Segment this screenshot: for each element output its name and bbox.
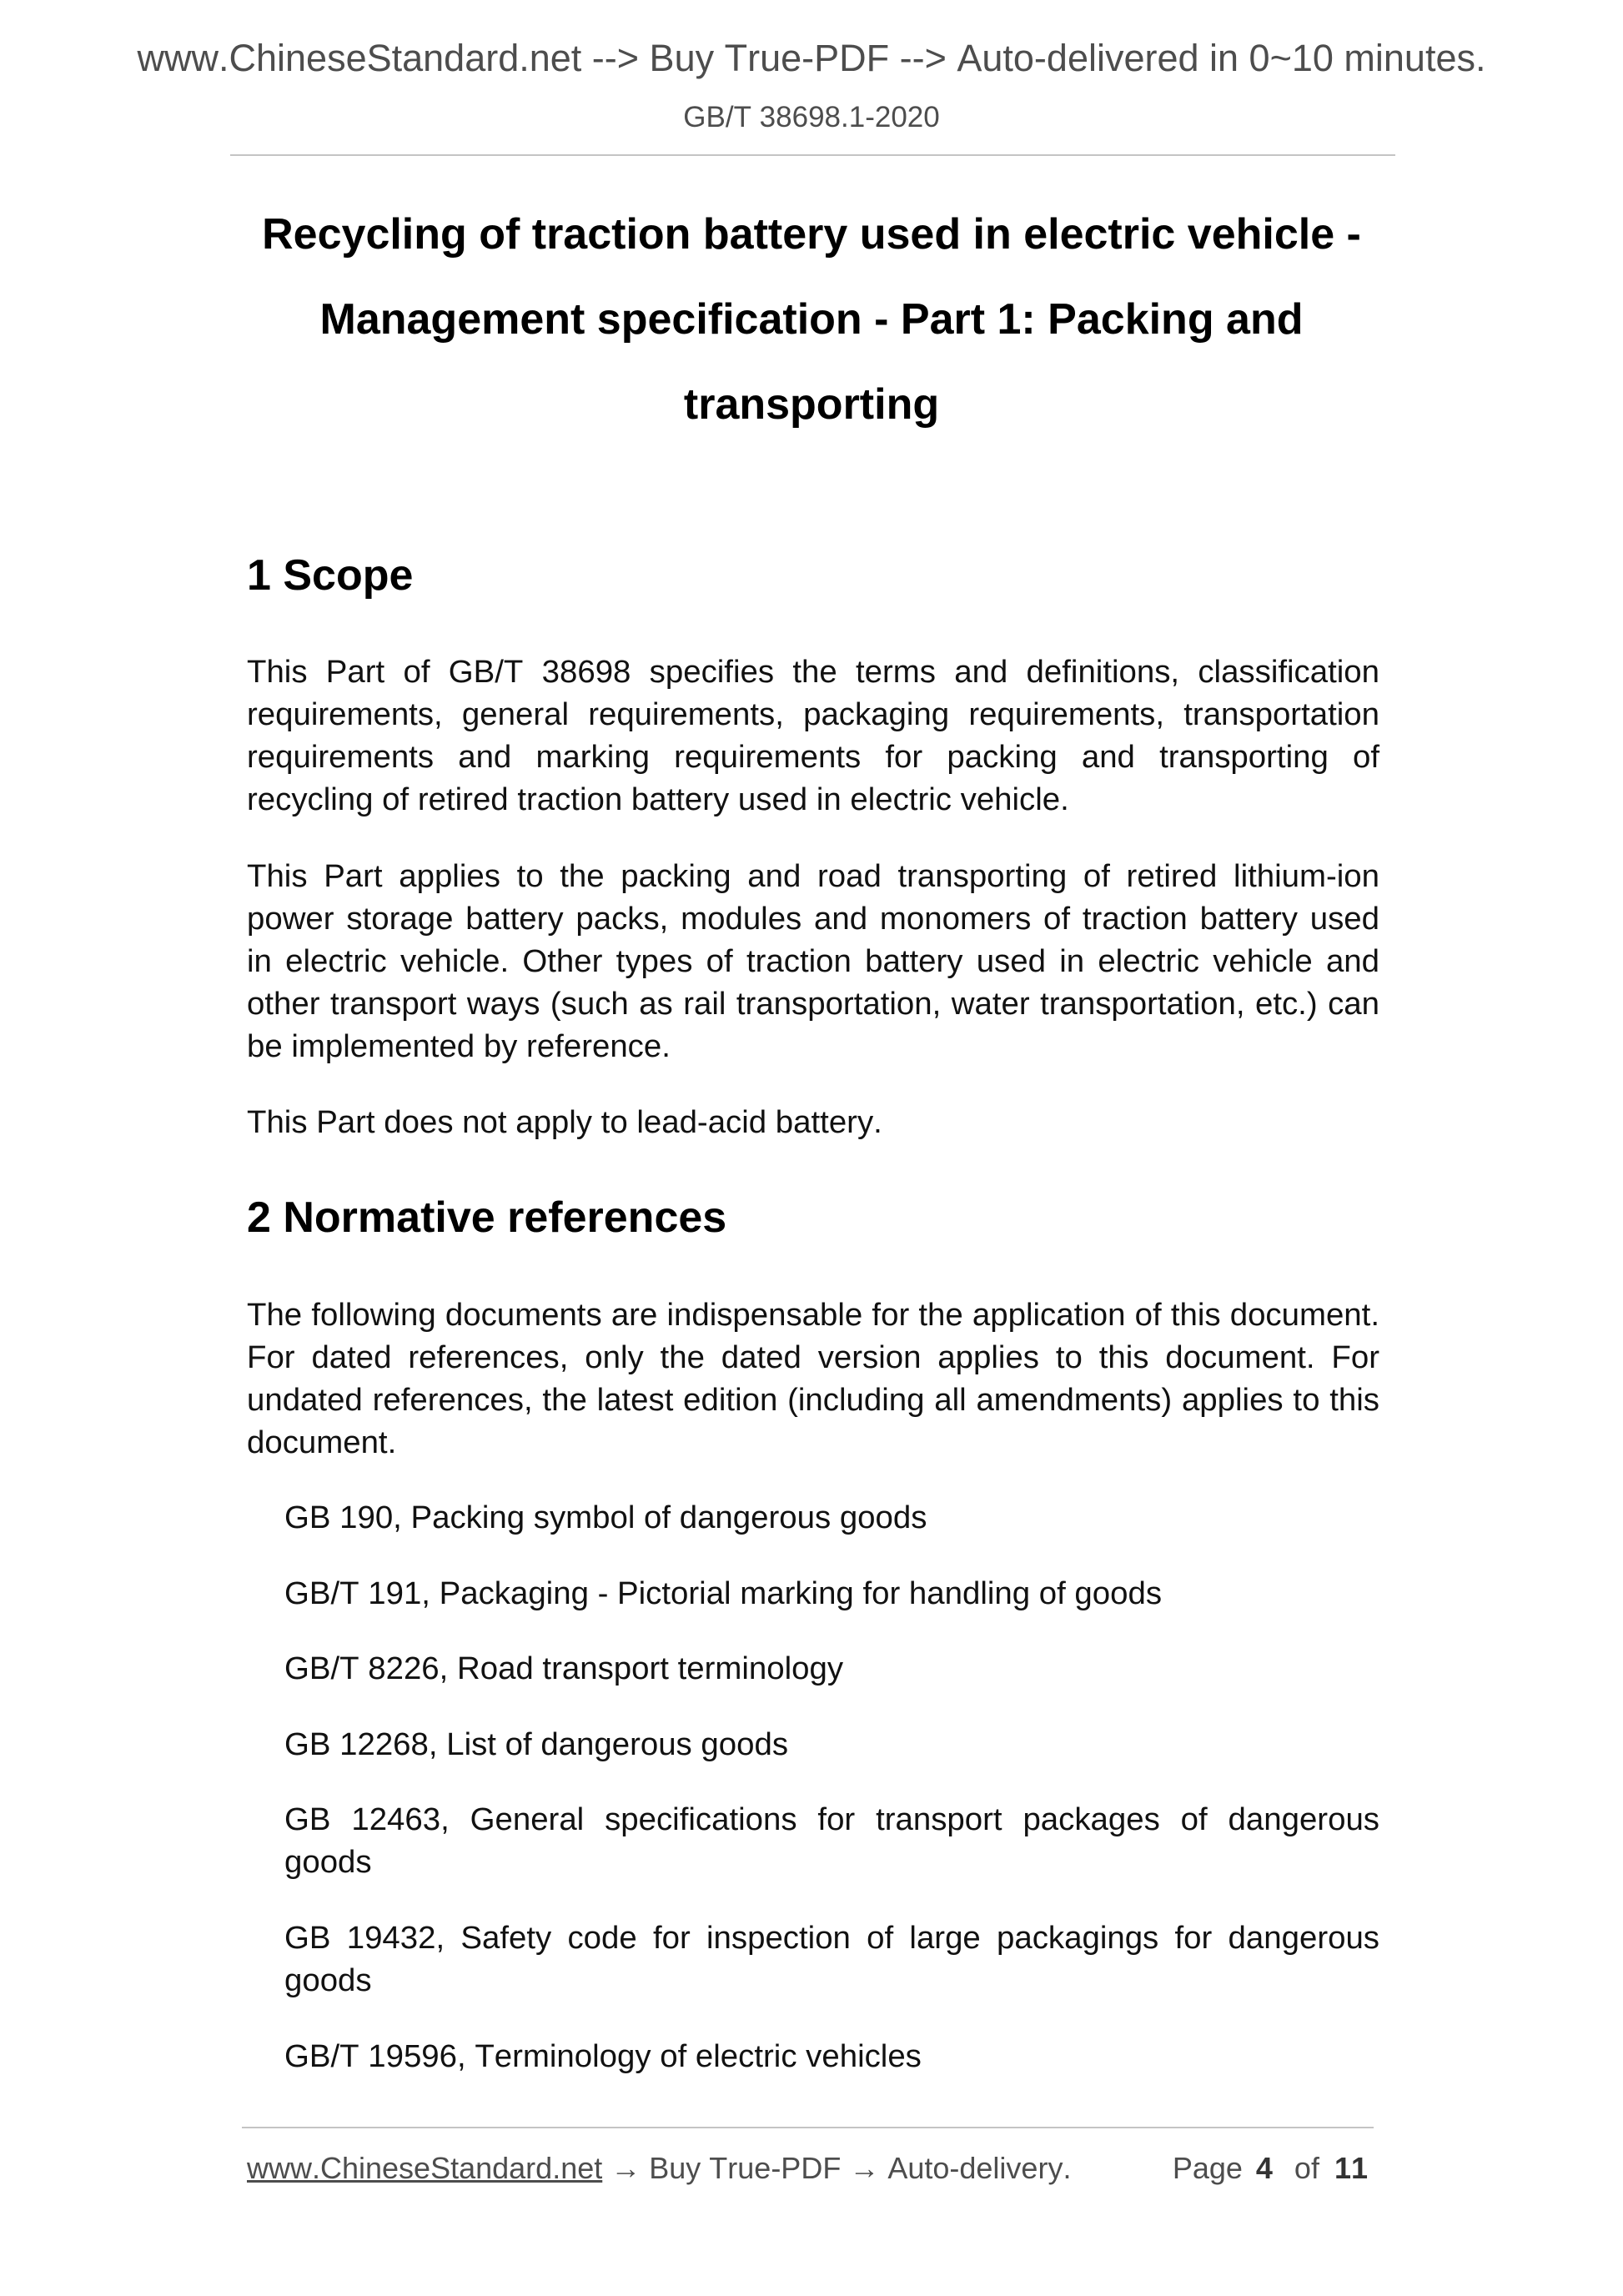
paragraph-line: be implemented by reference. — [247, 1028, 671, 1064]
paragraph-line: This Part applies to the packing and road transporting of retired lithium-ion — [247, 858, 1379, 894]
paragraph-line: requirements and marking requirements for packing and transporting of — [247, 739, 1379, 775]
reference-line: GB 12268, List of dangerous goods — [284, 1726, 789, 1762]
standard-number: GB/T 38698.1-2020 — [683, 101, 940, 133]
paragraph-line: undated references, the latest edition (including all amendments) applies to this — [247, 1382, 1379, 1418]
reference-line: goods — [284, 1844, 372, 1881]
paragraph-line: For dated references, only the dated version applies to this document. For — [247, 1339, 1379, 1375]
paragraph-line: This Part does not apply to lead-acid battery. — [247, 1104, 882, 1140]
paragraph-line: recycling of retired traction battery used in electric vehicle. — [247, 781, 1069, 817]
reference-item — [284, 1723, 1379, 1766]
reference-line: GB 190, Packing symbol of dangerous goods — [284, 1500, 927, 1535]
footer-promo — [247, 2150, 1071, 2187]
footer-delivery-text: Auto-delivery. — [887, 2151, 1072, 2185]
reference-line: GB/T 8226, Road transport terminology — [284, 1650, 844, 1687]
reference-line: goods — [284, 1962, 372, 1998]
section-heading-scope: 1 Scope — [247, 551, 414, 600]
reference-item — [284, 1917, 1379, 2002]
header-divider — [230, 154, 1395, 156]
reference-item — [284, 2035, 1379, 2077]
reference-list — [284, 1496, 1379, 2110]
reference-line: GB/T 19596, Terminology of electric vehicles — [284, 2037, 922, 2074]
page-indicator — [1173, 2150, 1368, 2187]
normative-paragraph — [247, 1294, 1379, 1464]
section-heading-normative-references: 2 Normative references — [247, 1193, 727, 1242]
paragraph-line: requirements, general requirements, packaging requirements, transportation — [247, 696, 1379, 732]
page-total: 11 — [1334, 2151, 1368, 2185]
site-banner: www.ChineseStandard.net --> Buy True-PDF --> Auto-delivered in 0~10 minutes. — [137, 37, 1486, 79]
scope-paragraph-1 — [247, 651, 1379, 821]
reference-line: GB/T 191, Packaging - Pictorial marking for handling of goods — [284, 1575, 1163, 1611]
reference-line: GB 19432, Safety code for inspection of large packagings for dangerous — [284, 1919, 1379, 1956]
arrow-icon: → — [611, 2151, 641, 2185]
paragraph-line: This Part of GB/T 38698 specifies the terms and definitions, classification — [247, 654, 1379, 690]
title-line: Recycling of traction battery used in electric vehicle - — [262, 210, 1361, 259]
paragraph-line: other transport ways (such as rail transportation, water transportation, etc.) can — [247, 986, 1379, 1022]
document-title — [0, 192, 1623, 447]
footer-divider — [242, 2127, 1374, 2128]
reference-item — [284, 1572, 1379, 1615]
page-of-label: of — [1294, 2151, 1319, 2185]
paragraph-line: in electric vehicle. Other types of traction battery used in electric vehicle and — [247, 943, 1379, 979]
reference-item — [284, 1798, 1379, 1883]
paragraph-line: document. — [247, 1424, 397, 1460]
scope-paragraph-3 — [247, 1101, 1379, 1143]
reference-line: GB 12463, General specifications for transport packages of dangerous — [284, 1801, 1379, 1838]
page-number: 4 — [1255, 2151, 1273, 2185]
title-line: transporting — [683, 380, 940, 429]
scope-paragraph-2 — [247, 855, 1379, 1068]
site-link[interactable]: www.ChineseStandard.net — [247, 2151, 603, 2185]
title-line: Management specification - Part 1: Packing and — [319, 295, 1304, 344]
page-label: Page — [1172, 2151, 1243, 2185]
paragraph-line: power storage battery packs, modules and monomers of traction battery used — [247, 901, 1379, 937]
footer-buy-text: Buy True-PDF — [649, 2151, 842, 2185]
arrow-icon: → — [849, 2151, 880, 2185]
reference-item — [284, 1647, 1379, 1690]
paragraph-line: The following documents are indispensable for the application of this document. — [247, 1297, 1379, 1333]
reference-item — [284, 1496, 1379, 1539]
